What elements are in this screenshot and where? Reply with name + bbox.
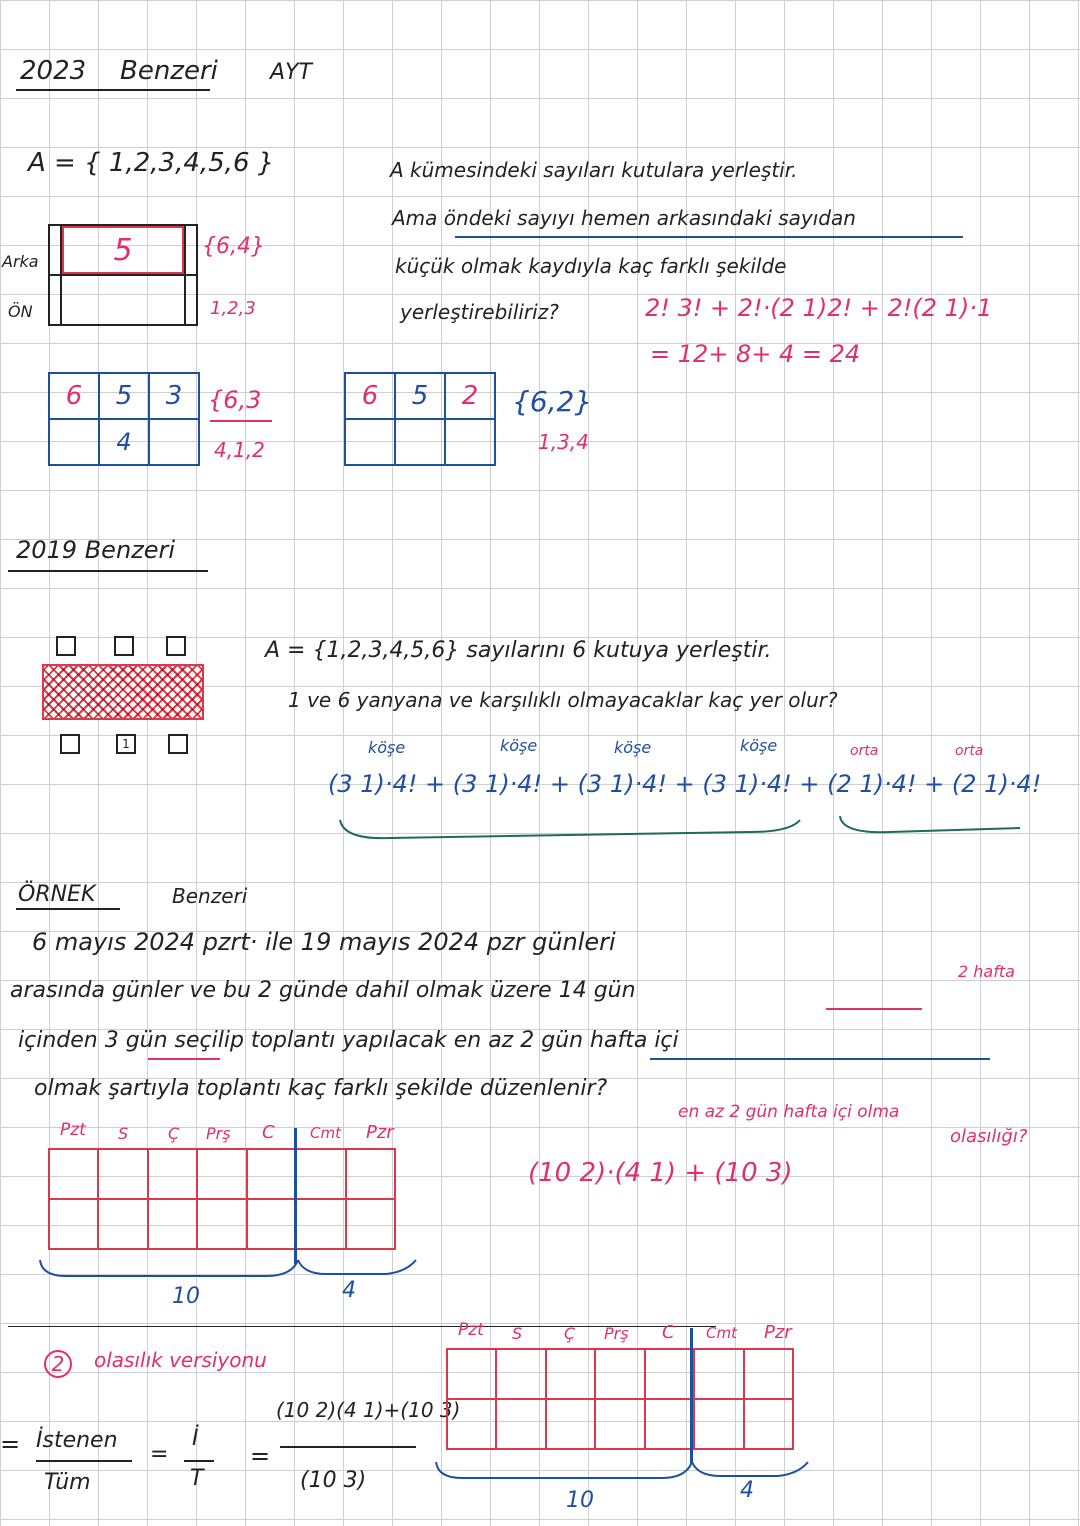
fraction-denominator: Tüm — [44, 1470, 91, 1495]
grid-1 — [48, 224, 198, 326]
grid1-cell — [49, 275, 61, 325]
empty-box — [60, 734, 80, 754]
answer-line-2: = 12+ 8+ 4 = 24 — [650, 340, 861, 368]
day-label: Ç — [168, 1124, 180, 1143]
brace-weekend-count: 4 — [342, 1278, 356, 1303]
grid-3 — [344, 372, 496, 466]
grid1-cell — [61, 275, 185, 325]
week-grid-2 — [446, 1348, 794, 1450]
grid3-side-bottom: 1,3,4 — [538, 430, 589, 454]
heading-word: Benzeri — [120, 56, 218, 86]
section3-heading-2: Benzeri — [172, 884, 248, 908]
brace-weekend-count: 4 — [740, 1478, 754, 1503]
grid1-cell: 5 — [61, 225, 185, 275]
day-label: Ç — [564, 1324, 576, 1343]
day-label: C — [662, 1322, 675, 1343]
note-two-weeks: 2 hafta — [958, 962, 1015, 981]
label-corner: köşe — [368, 738, 406, 757]
section3-line-3: içinden 3 gün seçilip toplantı yapılacak en az 2 gün hafta içi — [18, 1028, 679, 1053]
week-braces-2 — [432, 1456, 832, 1496]
day-label: Cmt — [706, 1324, 737, 1342]
grid2-cell — [149, 419, 199, 465]
week-grid-1 — [48, 1148, 396, 1250]
fraction-bar — [36, 1460, 132, 1462]
day-label: Cmt — [310, 1124, 341, 1142]
big-fraction-denominator: (10 3) — [300, 1468, 367, 1493]
equals-sign: = — [250, 1442, 271, 1470]
grid3-cell: 2 — [445, 373, 495, 419]
brace-weekday-count: 10 — [172, 1284, 200, 1309]
day-label: S — [118, 1124, 129, 1143]
day-label: Prş — [206, 1124, 231, 1143]
three-days-underline — [148, 1058, 220, 1060]
question-line-1: A kümesindeki sayıları kutulara yerleştir. — [390, 158, 798, 182]
question-line-2: Ama öndeki sayıyı hemen arkasındaki sayıdan — [392, 206, 856, 230]
grid2-side-divider — [210, 420, 272, 422]
section2-underline — [8, 570, 208, 572]
grid1-side-bottom: 1,2,3 — [210, 298, 256, 319]
grid1-cell — [49, 225, 61, 275]
grid2-cell: 4 — [99, 419, 149, 465]
week-braces-1 — [36, 1254, 436, 1294]
note-probability-1: en az 2 gün hafta içi olma — [678, 1102, 900, 1122]
day-label: Pzt — [60, 1120, 86, 1140]
grid3-cell — [345, 419, 395, 465]
big-fraction-numerator: (10 2)(4 1)+(10 3) — [276, 1398, 461, 1422]
grid2-side-bottom: 4,1,2 — [214, 438, 265, 462]
equals-sign: = — [150, 1442, 169, 1467]
heading-underline — [16, 89, 210, 91]
grid3-cell — [445, 419, 495, 465]
day-label: Pzr — [366, 1122, 394, 1143]
section2-line-2: 1 ve 6 yanyana ve karşılıklı olmayacaklar kaç yer olur? — [288, 688, 838, 712]
section4-title: olasılık versiyonu — [94, 1348, 267, 1372]
label-back: Arka — [2, 252, 39, 271]
grid2-cell: 6 — [49, 373, 99, 419]
section2-line-1: A = {1,2,3,4,5,6} sayılarını 6 kutuya yerleştir. — [265, 638, 772, 663]
grid3-cell: 6 — [345, 373, 395, 419]
heading-year: 2023 — [20, 56, 87, 86]
label-middle: orta — [955, 743, 984, 759]
fraction-numerator: İstenen — [36, 1428, 118, 1453]
equals-sign: = — [0, 1430, 21, 1458]
question-line-4: yerleştirebiliriz? — [400, 300, 559, 324]
brace-weekday-count: 10 — [566, 1488, 594, 1513]
fourteen-days-underline — [826, 1008, 922, 1010]
empty-box — [56, 636, 76, 656]
fraction2-numerator: İ — [192, 1426, 199, 1451]
day-label: Pzr — [764, 1322, 792, 1343]
question-line-3: küçük olmak kaydıyla kaç farklı şekilde — [395, 254, 787, 278]
section2-formula: (3 1)·4! + (3 1)·4! + (3 1)·4! + (3 1)·4! + (2 1)·4! + (2 1)·4! — [328, 770, 1042, 798]
label-corner: köşe — [740, 736, 778, 755]
empty-box — [114, 636, 134, 656]
section3-line-4: olmak şartıyla toplantı kaç farklı şekilde düzenlenir? — [34, 1076, 608, 1101]
section3-line-1: 6 mayıs 2024 pzrt· ile 19 mayıs 2024 pzr günleri — [32, 928, 616, 956]
grid2-cell: 5 — [99, 373, 149, 419]
label-corner: köşe — [614, 738, 652, 757]
at-least-underline — [650, 1058, 990, 1060]
grid1-cell — [185, 225, 197, 275]
weekend-divider — [294, 1128, 297, 1264]
grid1-cell — [185, 275, 197, 325]
section2-heading: 2019 Benzeri — [16, 536, 176, 564]
circled-number: 2 — [44, 1350, 72, 1378]
grid-2 — [48, 372, 200, 466]
note-probability-2: olasılığı? — [950, 1126, 1028, 1147]
section2-braces — [330, 808, 1030, 848]
label-middle: orta — [850, 743, 879, 759]
grid2-side-top: {6,3 — [208, 386, 262, 414]
question-underline — [455, 236, 963, 238]
grid3-side-top: {6,2} — [512, 385, 593, 418]
fraction2-denominator: T — [190, 1466, 204, 1491]
section3-formula: (10 2)·(4 1) + (10 3) — [528, 1158, 793, 1188]
hatched-table — [42, 664, 204, 720]
section3-heading: ÖRNEK — [18, 882, 96, 907]
big-fraction-bar — [280, 1446, 416, 1448]
set-definition: A = { 1,2,3,4,5,6 } — [28, 148, 275, 178]
day-label: S — [512, 1324, 523, 1343]
answer-line-1: 2! 3! + 2!·(2 1)2! + 2!(2 1)·1 — [645, 294, 993, 322]
label-front: ÖN — [8, 302, 33, 321]
day-label: C — [262, 1122, 275, 1143]
heading-exam: AYT — [270, 60, 312, 85]
grid3-cell — [395, 419, 445, 465]
day-label: Pzt — [458, 1320, 484, 1340]
section3-underline — [16, 908, 120, 910]
grid2-cell — [49, 419, 99, 465]
empty-box — [168, 734, 188, 754]
empty-box — [166, 636, 186, 656]
weekend-divider — [690, 1328, 693, 1464]
section3-line-2: arasında günler ve bu 2 günde dahil olmak üzere 14 gün — [10, 978, 636, 1003]
grid2-cell: 3 — [149, 373, 199, 419]
fraction2-bar — [184, 1460, 214, 1462]
label-corner: köşe — [500, 736, 538, 755]
labeled-box: 1 — [116, 734, 136, 754]
day-label: Prş — [604, 1324, 629, 1343]
grid1-side-top: {6,4} — [202, 234, 265, 259]
grid3-cell: 5 — [395, 373, 445, 419]
